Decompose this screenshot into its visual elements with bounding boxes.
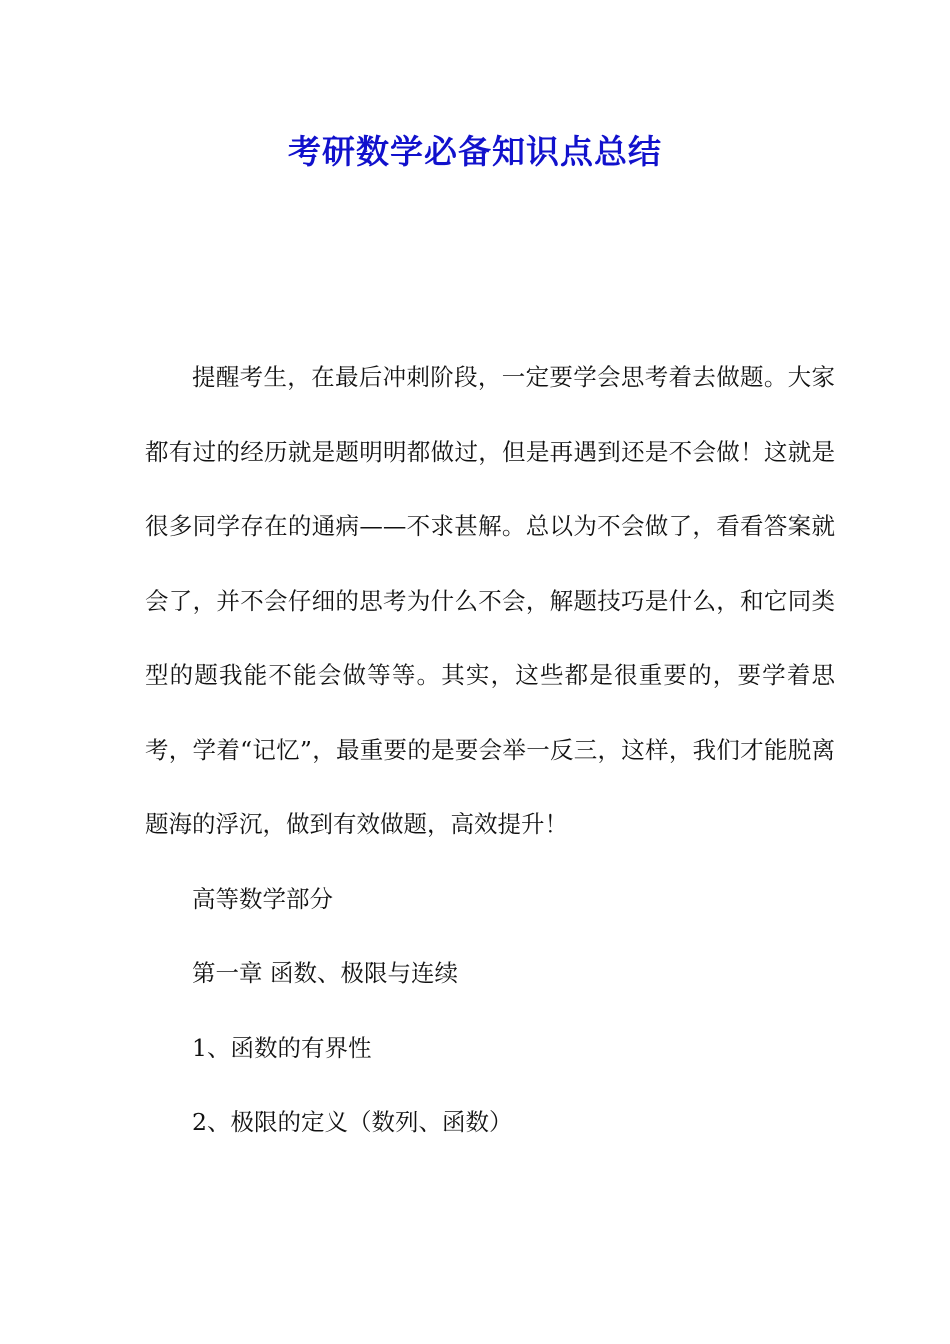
chapter-heading: 第一章 函数、极限与连续 [192,959,458,987]
intro-paragraph: 提醒考生，在最后冲刺阶段，一定要学会思考着去做题。大家都有过的经历就是题明明都做过，但是再遇到还是不会做！这就是很多同学存在的通病——不求甚解。总以为不会做了，看看答案就会了，并不会仔细的思考为什么不会，解题技巧是什么，和它同类型的题我能不能会做等等。其实，这些都是很重要的，要学着思考，学着“记忆”，最重要的是要会举一反三，这样，我们才能脱离题海的浮沉，做到有效做题，高效提升！ [145,363,835,838]
document-body [145,340,835,1160]
list-item: 2、极限的定义（数列、函数） [192,1108,513,1136]
section-heading: 高等数学部分 [192,884,333,913]
list-item: 1、函数的有界性 [192,1033,372,1062]
document-title: 考研数学必备知识点总结 [288,132,662,171]
